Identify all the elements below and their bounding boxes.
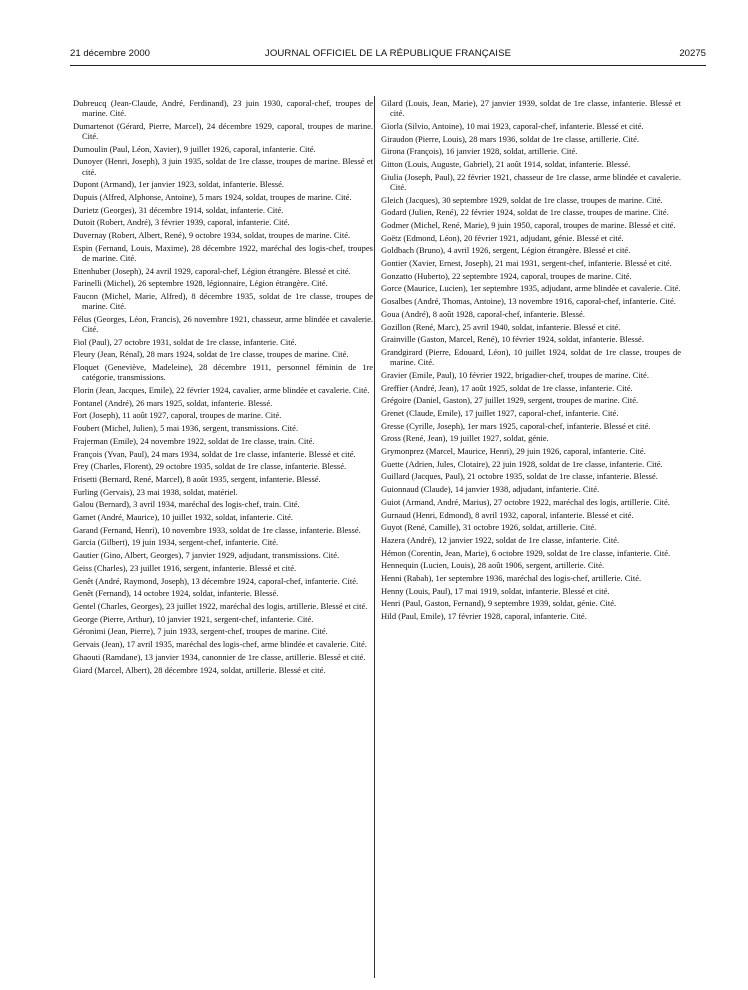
citation-entry: Genêt (André, Raymond, Joseph), 13 décembre 1924, caporal-chef, infanterie. Cité. xyxy=(73,575,359,586)
citation-entry: Henri (Paul, Gaston, Fernand), 9 septembre 1939, soldat, génie. Cité. xyxy=(381,598,617,609)
citation-entry: Fontanel (André), 26 mars 1925, soldat, infanterie. Blessé. xyxy=(73,397,273,408)
citation-entry: Giorla (Silvio, Antoine), 10 mai 1923, caporal-chef, infanterie. Blessé et cité. xyxy=(381,120,644,131)
citation-entry: Fiol (Paul), 27 octobre 1931, soldat de 1re classe, infanterie. Cité. xyxy=(73,336,297,347)
citation-entry: Henni (Rabah), 1er septembre 1936, maréchal des logis-chef, artillerie. Cité. xyxy=(381,573,642,584)
citation-entry: Guette (Adrien, Jules, Clotaire), 22 juin 1928, soldat de 1re classe, infanterie. Cité. xyxy=(381,458,663,469)
citation-entry: Genêt (Fernand), 14 octobre 1924, soldat, infanterie. Blessé. xyxy=(73,588,279,599)
citation-entry: Goua (André), 8 août 1928, caporal-chef, infanterie. Blessé. xyxy=(381,308,585,319)
citation-entry: Henny (Louis, Paul), 17 mai 1919, soldat, infanterie. Blessé et cité. xyxy=(381,585,610,596)
citation-entry: Gleich (Jacques), 30 septembre 1929, soldat de 1re classe, troupes de marine. Cité. xyxy=(381,194,663,205)
page-number: 20275 xyxy=(679,48,706,59)
citation-entry: Durietz (Georges), 31 décembre 1914, soldat, infanterie. Cité. xyxy=(73,204,284,215)
citation-entry: Ghaouti (Ramdane), 13 janvier 1934, canonnier de 1re classe, artillerie. Blessé et cité. xyxy=(73,651,366,662)
citation-entry: Guyot (René, Camille), 31 octobre 1926, soldat, artillerie. Cité. xyxy=(381,522,597,533)
citation-entry: Giraudon (Pierre, Louis), 28 mars 1936, soldat de 1re classe, artillerie. Cité. xyxy=(381,133,639,144)
citation-entry: Gravier (Emile, Paul), 10 février 1922, brigadier-chef, troupes de marine. Cité. xyxy=(381,369,649,380)
citation-entry: Garcia (Gilbert), 19 juin 1934, sergent-chef, infanterie. Cité. xyxy=(73,537,279,548)
column-separator xyxy=(374,96,375,978)
citation-entry: Gozillon (René, Marc), 25 avril 1940, soldat, infanterie. Blessé et cité. xyxy=(381,321,621,332)
header-rule xyxy=(70,65,706,66)
citation-entry: Félus (Georges, Léon, Francis), 26 novembre 1921, chasseur, arme blindée et cavalerie. Cité. xyxy=(73,313,373,335)
citation-entry: Dumoulin (Paul, Léon, Xavier), 9 juillet 1926, caporal, infanterie. Cité. xyxy=(73,143,316,154)
left-column xyxy=(73,98,373,677)
citation-entry: Géronimi (Jean, Pierre), 7 juin 1933, sergent-chef, troupes de marine. Cité. xyxy=(73,626,328,637)
citation-entry: Godard (Julien, René), 22 février 1924, soldat de 1re classe, troupes de marine. Cité. xyxy=(381,207,669,218)
citation-entry: Gilard (Louis, Jean, Marie), 27 janvier 1939, soldat de 1re classe, infanterie. Blessé et cité. xyxy=(381,98,681,119)
citation-entry: Fleury (Jean, Rénal), 28 mars 1924, soldat de 1re classe, troupes de marine. Cité. xyxy=(73,349,349,360)
right-column xyxy=(381,98,681,624)
citation-entry: Frey (Charles, Florent), 29 octobre 1935, soldat de 1re classe, infanterie. Blessé. xyxy=(73,461,347,472)
citation-entry: Guillard (Jacques, Paul), 21 octobre 1935, soldat de 1re classe, infanterie. Blessé. xyxy=(381,471,658,482)
citation-entry: Gentel (Charles, Georges), 23 juillet 1922, maréchal des logis, artillerie. Blessé et cité. xyxy=(73,601,368,611)
citation-entry: Guionnaud (Claude), 14 janvier 1938, adjudant, infanterie. Cité. xyxy=(381,484,600,495)
citation-entry: Girona (François), 16 janvier 1928, soldat, artillerie. Cité. xyxy=(381,146,578,157)
citation-entry: Dunoyer (Henri, Joseph), 3 juin 1935, soldat de 1re classe, troupes de marine. Blessé et cité. xyxy=(73,156,373,177)
citation-entry: Dupuis (Alfred, Alphonse, Antoine), 5 mars 1924, soldat, troupes de marine. Cité. xyxy=(73,191,352,202)
citation-entry: Goldbach (Bruno), 4 avril 1926, sergent, Légion étrangère. Blessé et cité. xyxy=(381,245,631,256)
citation-entry: Gitton (Louis, Auguste, Gabriel), 21 août 1914, soldat, infanterie. Blessé. xyxy=(381,158,631,169)
citation-entry: Gresse (Cyrille, Joseph), 1er mars 1925, caporal-chef, infanterie. Blessé et cité. xyxy=(381,420,651,431)
citation-entry: Gonzatto (Huberto), 22 septembre 1924, caporal, troupes de marine. Cité. xyxy=(381,270,632,281)
citation-entry: Gontier (Xavier, Ernest, Joseph), 21 mai 1931, sergent-chef, infanterie. Blessé et cité. xyxy=(381,258,672,269)
citation-entry: Grandgirard (Pierre, Edouard, Léon), 10 juillet 1924, soldat de 1re classe, troupes de marine. Cité. xyxy=(381,346,681,368)
citation-entry: Dubreucq (Jean-Claude, André, Ferdinand), 23 juin 1930, caporal-chef, troupes de marine. Cité. xyxy=(73,98,373,119)
citation-entry: Fort (Joseph), 11 août 1927, caporal, troupes de marine. Cité. xyxy=(73,410,282,421)
citation-entry: Gamet (André, Maurice), 10 juillet 1932, soldat, infanterie. Cité. xyxy=(73,512,293,523)
citation-entry: Farinelli (Michel), 26 septembre 1928, légionnaire, Légion étrangère. Cité. xyxy=(73,278,328,289)
citation-entry: Hémon (Corentin, Jean, Marie), 6 octobre 1929, soldat de 1re classe, infanterie. Cité. xyxy=(381,547,671,558)
citation-entry: George (Pierre, Arthur), 10 janvier 1921, sergent-chef, infanterie. Cité. xyxy=(73,613,314,624)
citation-entry: Greffier (André, Jean), 17 août 1925, soldat de 1re classe, infanterie. Cité. xyxy=(381,382,633,393)
citation-entry: Faucon (Michel, Marie, Alfred), 8 décembre 1935, soldat de 1re classe, troupes de marine. Cité. xyxy=(73,291,373,312)
citation-entry: Espin (Fernand, Louis, Maxime), 28 décembre 1922, maréchal des logis-chef, troupes de marine. Cité. xyxy=(73,242,373,263)
citation-entry: Gurnaud (Henri, Edmond), 8 avril 1932, caporal, infanterie. Blessé et cité. xyxy=(381,509,634,520)
citation-entry: Floquet (Geneviève, Madeleine), 28 décembre 1911, personnel féminin de 1re catégorie, transmissions. xyxy=(73,362,373,383)
citation-entry: Garand (Fernand, Henri), 10 novembre 1933, soldat de 1re classe, infanterie. Blessé. xyxy=(73,524,361,535)
citation-entry: Geiss (Charles), 23 juillet 1916, sergent, infanterie. Blessé et cité. xyxy=(73,562,297,573)
citation-entry: Dutoit (Robert, André), 3 février 1939, caporal, infanterie. Cité. xyxy=(73,217,290,228)
page-header xyxy=(70,47,706,61)
citation-entry: Furling (Gervais), 23 mai 1938, soldat, matériel. xyxy=(73,486,238,497)
citation-entry: Gorce (Maurice, Lucien), 1er septembre 1935, adjudant, arme blindée et cavalerie. Cité. xyxy=(381,283,681,294)
citation-entry: Frajerman (Emile), 24 novembre 1922, soldat de 1re classe, train. Cité. xyxy=(73,435,315,446)
citation-entry: Dumartenot (Gérard, Pierre, Marcel), 24 décembre 1929, caporal, troupes de marine. Cité. xyxy=(73,120,373,142)
journal-title: JOURNAL OFFICIEL DE LA RÉPUBLIQUE FRANÇAISE xyxy=(264,48,512,59)
citation-entry: Giard (Marcel, Albert), 28 décembre 1924, soldat, artillerie. Blessé et cité. xyxy=(73,664,326,675)
citation-entry: Grégoire (Daniel, Gaston), 27 juillet 1929, sergent, troupes de marine. Cité. xyxy=(381,395,639,406)
citation-entry: Grainville (Gaston, Marcel, René), 10 février 1924, soldat, infanterie. Blessé. xyxy=(381,334,644,345)
citation-entry: Ettenhuber (Joseph), 24 avril 1929, caporal-chef, Légion étrangère. Blessé et cité. xyxy=(73,265,351,276)
citation-entry: Gautier (Gino, Albert, Georges), 7 janvier 1929, adjudant, transmissions. Cité. xyxy=(73,550,340,561)
citation-entry: Hazera (André), 12 janvier 1922, soldat de 1re classe, infanterie. Cité. xyxy=(381,534,620,545)
citation-entry: Gross (René, Jean), 19 juillet 1927, soldat, génie. xyxy=(381,433,549,444)
citation-entry: Florin (Jean, Jacques, Emile), 22 février 1924, cavalier, arme blindée et cavalerie. Cité. xyxy=(73,385,370,396)
citation-entry: Godmer (Michel, René, Marie), 9 juin 1950, caporal, troupes de marine. Blessé et cité. xyxy=(381,219,676,230)
citation-entry: François (Yvan, Paul), 24 mars 1934, soldat de 1re classe, infanterie. Blessé et cité. xyxy=(73,448,356,459)
citation-entry: Gosalbes (André, Thomas, Antoine), 13 novembre 1916, caporal-chef, infanterie. Cité. xyxy=(381,296,676,307)
citation-entry: Hild (Paul, Emile), 17 février 1928, caporal, infanterie. Cité. xyxy=(381,611,587,622)
citation-entry: Hennequin (Lucien, Louis), 28 août 1906, sergent, artillerie. Cité. xyxy=(381,560,605,571)
citation-entry: Guiot (Armand, André, Marius), 27 octobre 1922, maréchal des logis, artillerie. Cité. xyxy=(381,496,670,507)
citation-entry: Grymonprez (Marcel, Maurice, Henri), 29 juin 1926, caporal, infanterie. Cité. xyxy=(381,446,646,457)
citation-entry: Dupont (Armand), 1er janvier 1923, soldat, infanterie. Blessé. xyxy=(73,179,285,190)
citation-entry: Frisetti (Bernard, René, Marcel), 8 août 1935, sergent, infanterie. Blessé. xyxy=(73,473,321,484)
citation-entry: Goëtz (Edmond, Léon), 20 février 1921, adjudant, génie. Blessé et cité. xyxy=(381,232,624,243)
citation-entry: Galou (Bernard), 3 avril 1934, maréchal des logis-chef, train. Cité. xyxy=(73,499,300,510)
publication-date: 21 décembre 2000 xyxy=(70,48,151,59)
citation-entry: Foubert (Michel, Julien), 5 mai 1936, sergent, transmissions. Cité. xyxy=(73,423,299,434)
citation-entry: Duvernay (Robert, Albert, René), 9 octobre 1934, soldat, troupes de marine. Cité. xyxy=(73,230,351,241)
citation-entry: Gervais (Jean), 17 avril 1935, maréchal des logis-chef, arme blindée et cavalerie. Cité. xyxy=(73,639,367,650)
citation-entry: Grenet (Claude, Emile), 17 juillet 1927, caporal-chef, infanterie. Cité. xyxy=(381,407,619,418)
citation-entry: Giulia (Joseph, Paul), 22 février 1921, chasseur de 1re classe, arme blindée et cavalerie. Cité. xyxy=(381,171,681,192)
